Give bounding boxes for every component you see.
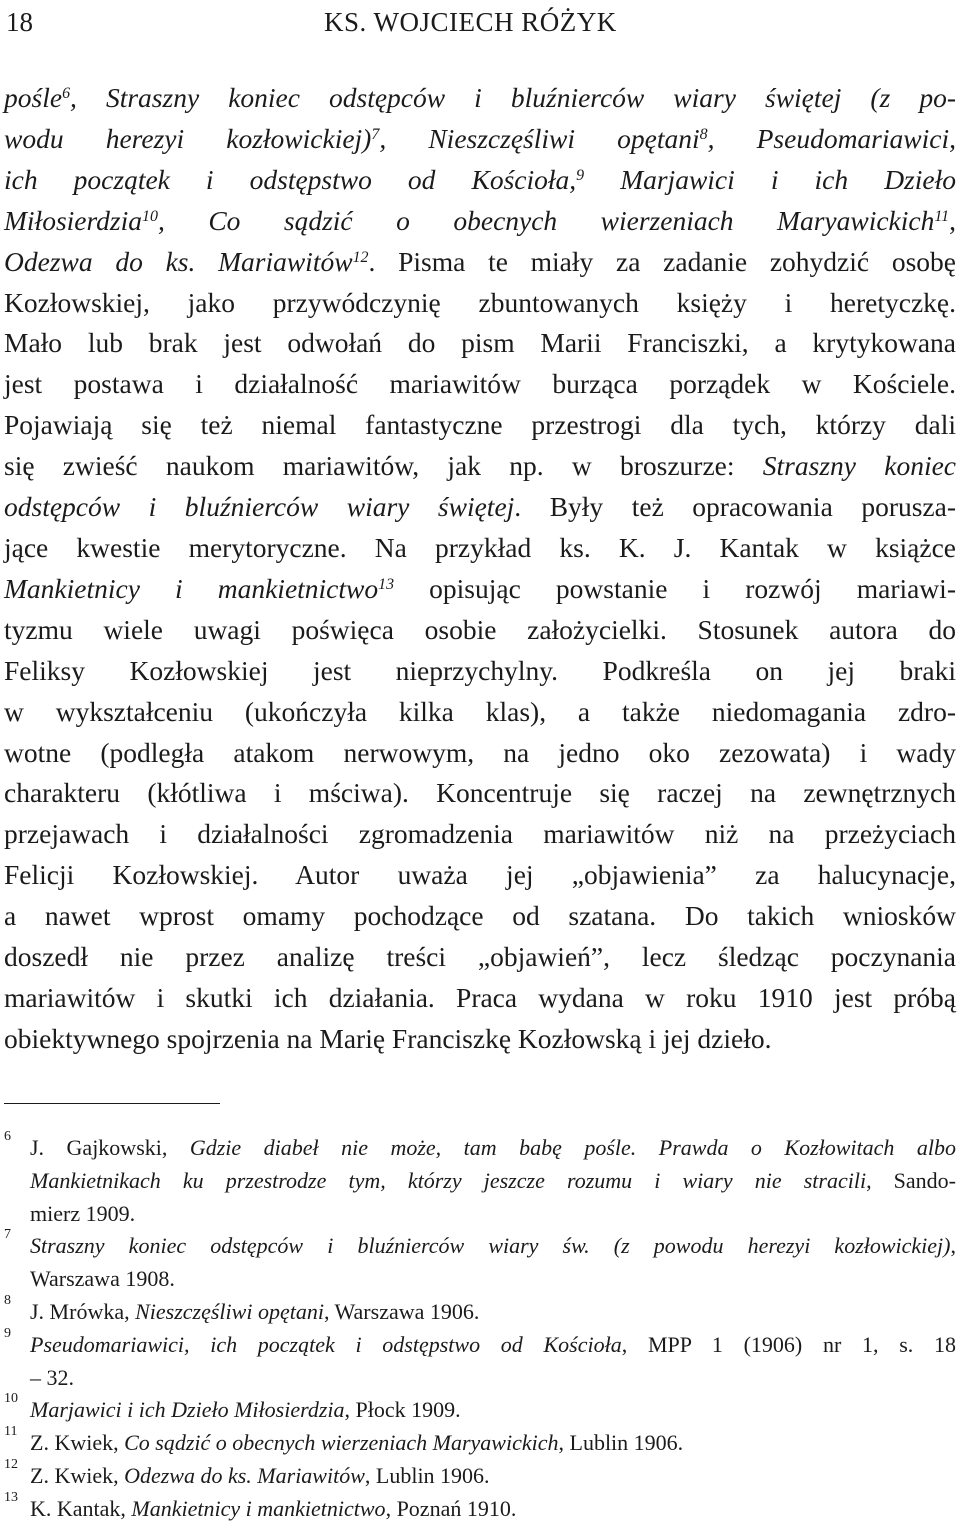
- body-line: Felicji Kozłowskiej. Autor uważa jej „objawienia” za halucynacje,: [4, 859, 956, 891]
- footnote-number: 13: [4, 1489, 18, 1505]
- body-line: się zwieść naukom mariawitów, jak np. w broszurze: Straszny koniec: [4, 450, 956, 482]
- body-line: mariawitów i skutki ich działania. Praca wydana w roku 1910 jest próbą: [4, 981, 956, 1013]
- body-line: Kozłowskiej, jako przywódczynię zbuntowanych księży i heretyczkę.: [4, 286, 956, 318]
- footnote-number: 9: [4, 1325, 11, 1341]
- footnote: 7 Straszny koniec odstępców i bluźnierców wiary św. (z powodu herezyi kozłowickiej), Warszawa 1908.: [4, 1227, 956, 1292]
- footnote-number: 10: [4, 1391, 18, 1407]
- footnote-ref: 6: [62, 85, 71, 103]
- body-line: w wykształceniu (ukończyła kilka klas), a także niedomagania zdro-: [4, 695, 956, 727]
- footnote: 6 J. Gajkowski, Gdzie diabeł nie może, tam babę pośle. Prawda o Kozłowitach albo Mankietnikach ku przestrodze tym, którzy jeszcze rozumu i wiary nie stracili, Sando- mierz 1909.: [4, 1129, 957, 1226]
- body-line: Mało lub brak jest odwołań do pism Marii Franciszki, a krytykowana: [4, 327, 956, 359]
- footnote: 8 J. Mrówka, Nieszczęśliwi opętani, Warszawa 1906.: [4, 1292, 480, 1324]
- body-line: doszedł nie przez analizę treści „objawień”, lecz śledząc poczynania: [4, 941, 956, 973]
- footnote-ref: 8: [699, 126, 708, 144]
- body-line: wodu herezyi kozłowickiej)$^7$, Nieszczęśliwi opętani$^8$, Pseudomariawici,: [4, 122, 956, 154]
- footnote-ref: 12: [352, 248, 369, 266]
- body-line: Pojawiają się też niemal fantastyczne przestrogi dla tych, którzy dali: [4, 409, 956, 441]
- footnote-number: 6: [4, 1129, 11, 1144]
- footnote-ref: 9: [576, 167, 585, 185]
- body-line: przejawach i działalności zgromadzenia mariawitów niż na przeżyciach: [4, 818, 956, 850]
- footnotes: [4, 1129, 957, 1526]
- footnote: 9 Pseudomariawici, ich początek i odstępstwo od Kościoła, MPP 1 (1906) nr 1, s. 18 – 32.: [4, 1325, 956, 1390]
- page-number: 18: [6, 7, 33, 37]
- footnote-ref: 7: [371, 126, 380, 144]
- footnote-ref: 10: [142, 207, 158, 225]
- footnote-ref: 13: [378, 576, 395, 594]
- footnote-separator: [4, 1103, 220, 1104]
- body-line: pośle$^6$, Straszny koniec odstępców i bluźnierców wiary świętej (z po-: [4, 82, 956, 113]
- body-line: ich początek i odstępstwo od Kościoła,$^9$ Marjawici i ich Dzieło: [4, 163, 956, 195]
- footnote: 11 Z. Kwiek, Co sądzić o obecnych wierzeniach Maryawickich, Lublin 1906.: [4, 1424, 684, 1456]
- body-line: Mankietnicy i mankietnictwo$^{13}$ opisując powstanie i rozwój mariawi-: [4, 572, 956, 604]
- footnote: 10 Marjawici i ich Dzieło Miłosierdzia, Płock 1909.: [4, 1391, 461, 1423]
- body-line: a nawet wprost omamy pochodzące od szatana. Do takich wniosków: [4, 900, 956, 932]
- footnote-number: 11: [4, 1424, 18, 1440]
- body-line: Miłosierdzia$^{10}$, Co sądzić o obecnych wierzeniach Maryawickich$^{11}$,: [4, 204, 956, 236]
- body-line: jące kwestie merytoryczne. Na przykład ks. K. J. Kantak w książce: [4, 531, 956, 563]
- footnote-number: 7: [4, 1227, 11, 1243]
- footnote-ref: 11: [934, 207, 950, 225]
- page-header: [4, 4, 956, 40]
- body-line: charakteru (kłótliwa i mściwa). Koncentruje się raczej na zewnętrznych: [4, 777, 956, 809]
- body-line: tyzmu wiele uwagi poświęca osobie założycielki. Stosunek autora do: [4, 613, 956, 645]
- body-text: [4, 78, 956, 1060]
- body-line: Odezwa do ks. Mariawitów$^{12}$. Pisma te miały za zadanie zohydzić osobę: [4, 245, 957, 277]
- footnote: 13 K. Kantak, Mankietnicy i mankietnictwo, Poznań 1910.: [4, 1489, 517, 1521]
- footnote-number: 12: [4, 1456, 18, 1472]
- running-head: KS. WOJCIECH RÓŻYK: [324, 7, 617, 37]
- body-line: Feliksy Kozłowskiej jest nieprzychylny. Podkreśla on jej braki: [4, 654, 956, 686]
- body-line: wotne (podległa atakom nerwowym, na jedno oko zezowata) i wady: [4, 736, 956, 768]
- body-line: jest postawa i działalność mariawitów burząca porządek w Kościele.: [4, 368, 956, 400]
- footnote: 12 Z. Kwiek, Odezwa do ks. Mariawitów, Lublin 1906.: [4, 1456, 490, 1488]
- body-line: obiektywnego spojrzenia na Marię Franciszkę Kozłowską i jej dzieło.: [4, 1022, 772, 1054]
- footnote-number: 8: [4, 1292, 11, 1308]
- body-line: odstępców i bluźnierców wiary świętej. Były też opracowania porusza-: [4, 491, 956, 523]
- book-page: [4, 0, 956, 1531]
